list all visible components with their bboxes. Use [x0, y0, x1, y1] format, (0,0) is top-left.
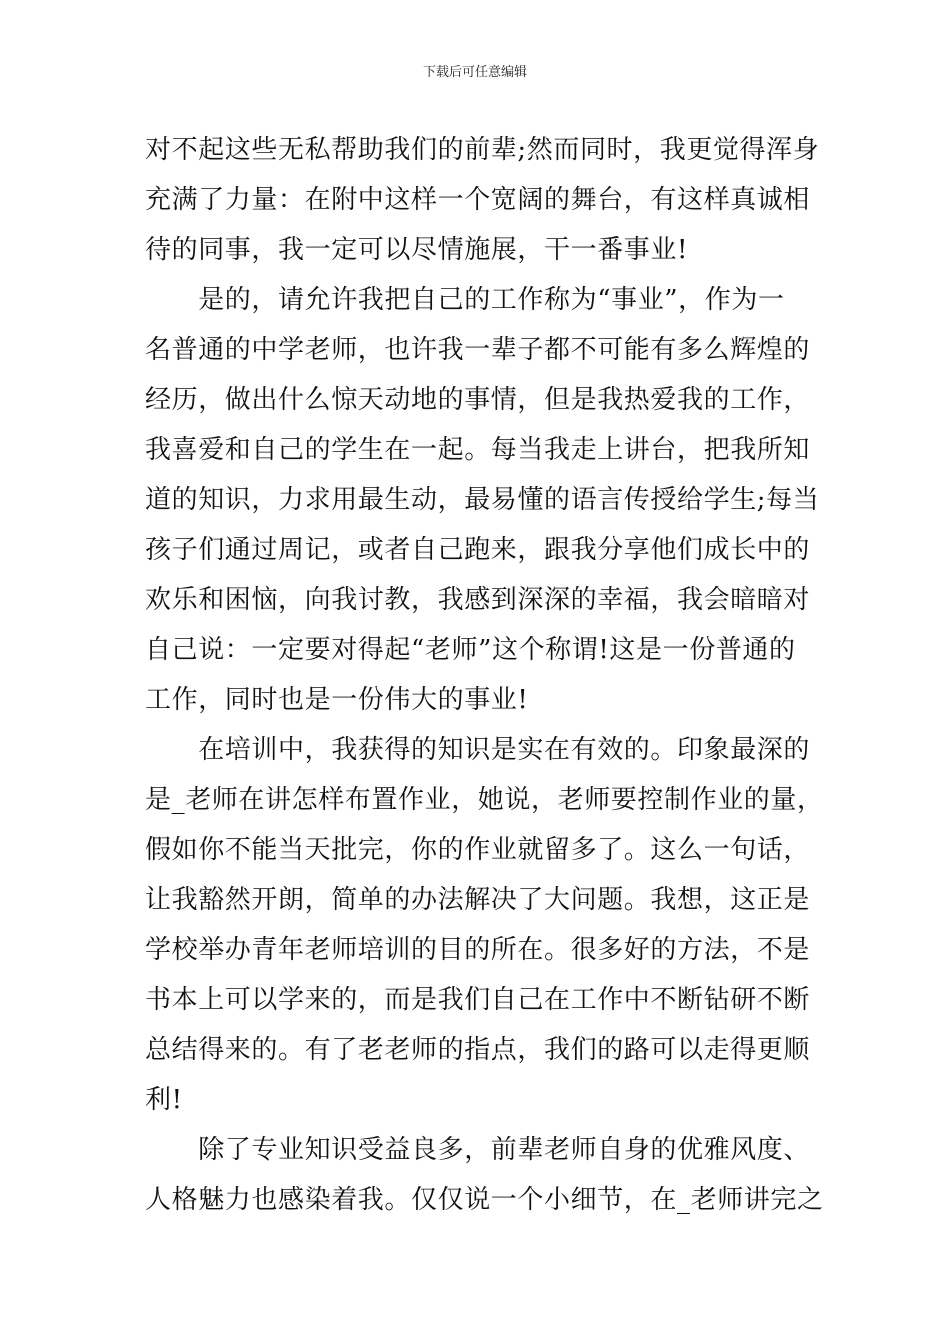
text-line: 孩子们通过周记，或者自己跑来，跟我分享他们成长中的: [145, 535, 811, 565]
text-line: 学校举办青年老师培训的目的所在。很多好的方法，不是: [145, 935, 811, 965]
text-line: 是_老师在讲怎样布置作业，她说，老师要控制作业的量，: [145, 785, 824, 815]
text-line: 对不起这些无私帮助我们的前辈;然而同时，我更觉得浑身: [145, 135, 820, 165]
text-line: 待的同事，我一定可以尽情施展，干一番事业!: [145, 235, 689, 265]
text-line: 让我豁然开朗，简单的办法解决了大问题。我想，这正是: [145, 885, 811, 915]
text-line: 我喜爱和自己的学生在一起。每当我走上讲台，把我所知: [145, 435, 811, 465]
text-line: 经历，做出什么惊天动地的事情，但是我热爱我的工作，: [145, 385, 811, 415]
document-body: [145, 125, 824, 1225]
text-line: 总结得来的。有了老老师的指点，我们的路可以走得更顺: [145, 1035, 811, 1065]
text-line: 工作，同时也是一份伟大的事业!: [145, 685, 529, 715]
page-header: 下载后可任意编辑: [422, 65, 527, 80]
text-line: 除了专业知识受益良多，前辈老师自身的优雅风度、: [145, 1135, 811, 1165]
text-line: 名普通的中学老师，也许我一辈子都不可能有多么辉煌的: [145, 335, 811, 365]
text-line: 充满了力量：在附中这样一个宽阔的舞台，有这样真诚相: [145, 185, 811, 215]
text-line: 在培训中，我获得的知识是实在有效的。印象最深的: [145, 735, 811, 765]
text-line: 人格魅力也感染着我。仅仅说一个小细节，在_老师讲完之: [145, 1185, 824, 1215]
text-line: 利!: [145, 1085, 183, 1115]
text-line: 欢乐和困恼，向我讨教，我感到深深的幸福，我会暗暗对: [145, 585, 811, 615]
text-line: 自己说：一定要对得起“老师”这个称谓!这是一份普通的: [145, 635, 796, 665]
text-line: 假如你不能当天批完，你的作业就留多了。这么一句话，: [145, 835, 811, 865]
text-line: 是的，请允许我把自己的工作称为“事业”，作为一: [145, 285, 785, 315]
text-line: 书本上可以学来的，而是我们自己在工作中不断钻研不断: [145, 985, 811, 1015]
text-line: 道的知识，力求用最生动，最易懂的语言传授给学生;每当: [145, 485, 820, 515]
